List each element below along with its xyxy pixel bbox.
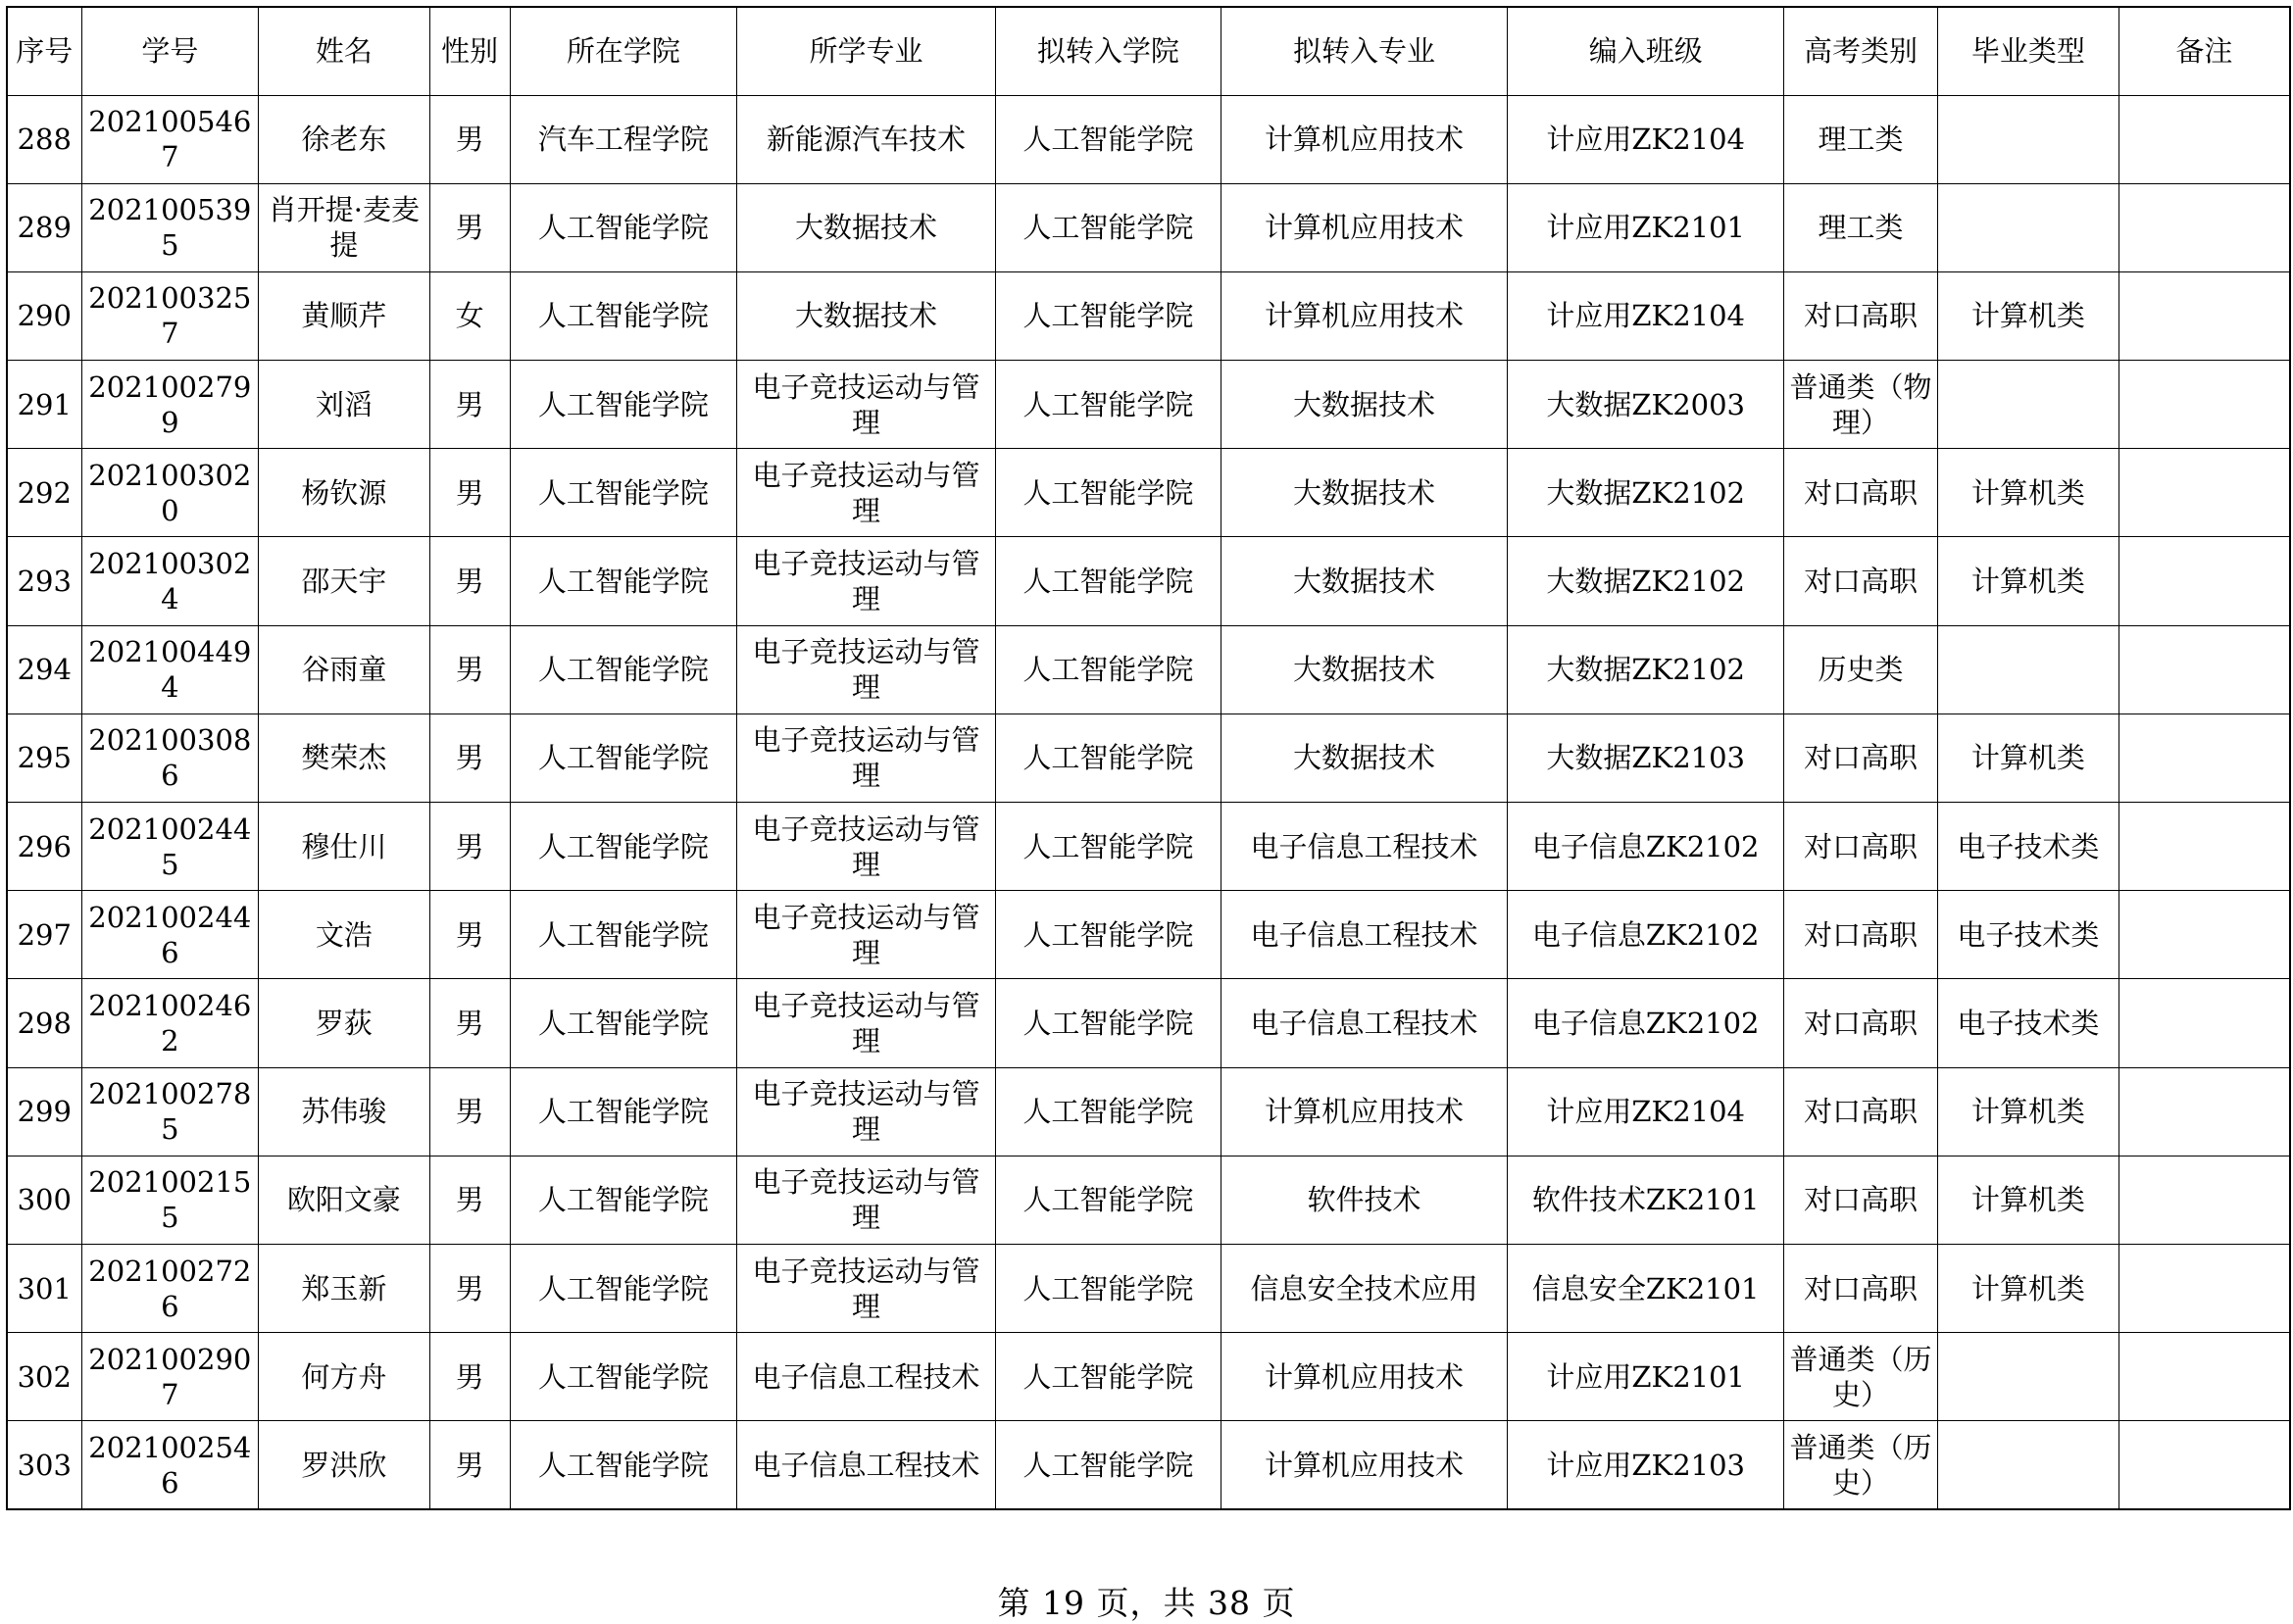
header-col-target-college: 拟转入学院	[996, 7, 1221, 95]
cell-col-graduation-type: 计算机类	[1937, 1156, 2119, 1244]
cell-col-student-id: 2021003257	[81, 271, 259, 360]
cell-col-current-college: 人工智能学院	[510, 1244, 736, 1332]
cell-col-target-major: 大数据技术	[1221, 625, 1507, 714]
cell-col-graduation-type: 计算机类	[1937, 449, 2119, 537]
table-row	[7, 625, 2290, 714]
header-col-gender: 性别	[429, 7, 510, 95]
cell-col-current-college: 人工智能学院	[510, 183, 736, 271]
cell-col-gender: 男	[429, 714, 510, 802]
cell-col-current-major: 电子竞技运动与管理	[736, 1156, 995, 1244]
cell-col-gender: 男	[429, 1333, 510, 1421]
table-row	[7, 1156, 2290, 1244]
cell-col-name: 郑玉新	[259, 1244, 430, 1332]
cell-col-target-major: 大数据技术	[1221, 449, 1507, 537]
cell-col-target-college: 人工智能学院	[996, 1333, 1221, 1421]
cell-col-gender: 男	[429, 449, 510, 537]
cell-col-target-major: 大数据技术	[1221, 361, 1507, 449]
cell-col-student-id: 2021002726	[81, 1244, 259, 1332]
cell-col-graduation-type: 计算机类	[1937, 1067, 2119, 1156]
cell-col-name: 欧阳文豪	[259, 1156, 430, 1244]
header-col-class: 编入班级	[1508, 7, 1784, 95]
cell-col-gender: 男	[429, 95, 510, 183]
cell-col-target-college: 人工智能学院	[996, 714, 1221, 802]
cell-col-remarks	[2119, 1067, 2290, 1156]
cell-col-target-major: 大数据技术	[1221, 714, 1507, 802]
cell-col-remarks	[2119, 979, 2290, 1067]
cell-col-remarks	[2119, 1156, 2290, 1244]
cell-col-index: 292	[7, 449, 81, 537]
cell-col-target-college: 人工智能学院	[996, 803, 1221, 891]
header-col-graduation-type: 毕业类型	[1937, 7, 2119, 95]
cell-col-remarks	[2119, 891, 2290, 979]
header-col-student-id: 学号	[81, 7, 259, 95]
cell-col-target-college: 人工智能学院	[996, 95, 1221, 183]
cell-col-student-id: 2021002462	[81, 979, 259, 1067]
table-row	[7, 1333, 2290, 1421]
table-row	[7, 714, 2290, 802]
transfer-roster-table	[6, 6, 2291, 1510]
cell-col-current-major: 电子竞技运动与管理	[736, 714, 995, 802]
cell-col-gender: 男	[429, 1067, 510, 1156]
cell-col-class: 电子信息ZK2102	[1508, 803, 1784, 891]
cell-col-target-major: 电子信息工程技术	[1221, 803, 1507, 891]
table-row	[7, 1421, 2290, 1509]
cell-col-name: 杨钦源	[259, 449, 430, 537]
cell-col-graduation-type: 计算机类	[1937, 714, 2119, 802]
cell-col-exam-category: 对口高职	[1784, 979, 1938, 1067]
table-row	[7, 1067, 2290, 1156]
cell-col-current-major: 电子竞技运动与管理	[736, 625, 995, 714]
cell-col-gender: 男	[429, 183, 510, 271]
header-col-name: 姓名	[259, 7, 430, 95]
cell-col-current-college: 人工智能学院	[510, 1421, 736, 1509]
cell-col-class: 大数据ZK2102	[1508, 625, 1784, 714]
table-row	[7, 449, 2290, 537]
cell-col-index: 301	[7, 1244, 81, 1332]
cell-col-name: 罗洪欣	[259, 1421, 430, 1509]
cell-col-exam-category: 理工类	[1784, 95, 1938, 183]
cell-col-current-college: 人工智能学院	[510, 625, 736, 714]
cell-col-target-college: 人工智能学院	[996, 537, 1221, 625]
cell-col-exam-category: 对口高职	[1784, 1156, 1938, 1244]
cell-col-name: 何方舟	[259, 1333, 430, 1421]
cell-col-name: 黄顺芹	[259, 271, 430, 360]
cell-col-class: 信息安全ZK2101	[1508, 1244, 1784, 1332]
cell-col-index: 295	[7, 714, 81, 802]
cell-col-target-major: 计算机应用技术	[1221, 1333, 1507, 1421]
cell-col-current-major: 电子信息工程技术	[736, 1333, 995, 1421]
cell-col-remarks	[2119, 1333, 2290, 1421]
cell-col-student-id: 2021002785	[81, 1067, 259, 1156]
page-number-footer: 第 19 页，共 38 页	[997, 1584, 1296, 1622]
cell-col-student-id: 2021003086	[81, 714, 259, 802]
cell-col-graduation-type	[1937, 1421, 2119, 1509]
cell-col-current-college: 人工智能学院	[510, 1333, 736, 1421]
cell-col-student-id: 2021004494	[81, 625, 259, 714]
cell-col-current-college: 人工智能学院	[510, 361, 736, 449]
cell-col-graduation-type: 电子技术类	[1937, 891, 2119, 979]
cell-col-index: 289	[7, 183, 81, 271]
cell-col-exam-category: 对口高职	[1784, 803, 1938, 891]
cell-col-class: 电子信息ZK2102	[1508, 891, 1784, 979]
cell-col-graduation-type: 计算机类	[1937, 271, 2119, 360]
cell-col-graduation-type	[1937, 1333, 2119, 1421]
cell-col-remarks	[2119, 803, 2290, 891]
cell-col-current-major: 电子信息工程技术	[736, 1421, 995, 1509]
cell-col-gender: 男	[429, 891, 510, 979]
cell-col-target-college: 人工智能学院	[996, 891, 1221, 979]
cell-col-student-id: 2021002546	[81, 1421, 259, 1509]
cell-col-remarks	[2119, 449, 2290, 537]
table-row	[7, 1244, 2290, 1332]
cell-col-target-college: 人工智能学院	[996, 1156, 1221, 1244]
cell-col-exam-category: 对口高职	[1784, 537, 1938, 625]
cell-col-exam-category: 普通类（历史）	[1784, 1333, 1938, 1421]
cell-col-target-major: 软件技术	[1221, 1156, 1507, 1244]
cell-col-name: 肖开提·麦麦提	[259, 183, 430, 271]
cell-col-current-college: 汽车工程学院	[510, 95, 736, 183]
cell-col-index: 291	[7, 361, 81, 449]
table-header	[7, 7, 2290, 95]
cell-col-target-college: 人工智能学院	[996, 1067, 1221, 1156]
cell-col-current-major: 电子竞技运动与管理	[736, 361, 995, 449]
cell-col-name: 谷雨童	[259, 625, 430, 714]
cell-col-exam-category: 对口高职	[1784, 891, 1938, 979]
cell-col-class: 计应用ZK2104	[1508, 271, 1784, 360]
cell-col-index: 296	[7, 803, 81, 891]
cell-col-graduation-type	[1937, 95, 2119, 183]
cell-col-class: 大数据ZK2102	[1508, 449, 1784, 537]
cell-col-name: 罗荻	[259, 979, 430, 1067]
cell-col-current-college: 人工智能学院	[510, 891, 736, 979]
table-row	[7, 271, 2290, 360]
cell-col-current-major: 新能源汽车技术	[736, 95, 995, 183]
cell-col-target-major: 电子信息工程技术	[1221, 979, 1507, 1067]
cell-col-target-major: 计算机应用技术	[1221, 1067, 1507, 1156]
cell-col-student-id: 2021005467	[81, 95, 259, 183]
cell-col-class: 计应用ZK2101	[1508, 1333, 1784, 1421]
cell-col-index: 298	[7, 979, 81, 1067]
cell-col-exam-category: 对口高职	[1784, 449, 1938, 537]
cell-col-graduation-type	[1937, 625, 2119, 714]
cell-col-current-college: 人工智能学院	[510, 1156, 736, 1244]
cell-col-graduation-type: 电子技术类	[1937, 803, 2119, 891]
cell-col-gender: 男	[429, 1244, 510, 1332]
cell-col-gender: 男	[429, 1421, 510, 1509]
cell-col-class: 大数据ZK2102	[1508, 537, 1784, 625]
header-col-remarks: 备注	[2119, 7, 2290, 95]
cell-col-remarks	[2119, 95, 2290, 183]
cell-col-target-major: 信息安全技术应用	[1221, 1244, 1507, 1332]
cell-col-target-college: 人工智能学院	[996, 361, 1221, 449]
cell-col-target-college: 人工智能学院	[996, 1421, 1221, 1509]
cell-col-student-id: 2021005395	[81, 183, 259, 271]
cell-col-current-major: 大数据技术	[736, 271, 995, 360]
header-col-exam-category: 高考类别	[1784, 7, 1938, 95]
cell-col-exam-category: 普通类（物理）	[1784, 361, 1938, 449]
cell-col-student-id: 2021002445	[81, 803, 259, 891]
cell-col-gender: 男	[429, 537, 510, 625]
cell-col-index: 290	[7, 271, 81, 360]
cell-col-class: 计应用ZK2101	[1508, 183, 1784, 271]
cell-col-graduation-type	[1937, 183, 2119, 271]
cell-col-index: 294	[7, 625, 81, 714]
table-row	[7, 361, 2290, 449]
table-row	[7, 979, 2290, 1067]
cell-col-exam-category: 普通类（历史）	[1784, 1421, 1938, 1509]
cell-col-target-college: 人工智能学院	[996, 271, 1221, 360]
cell-col-name: 邵天宇	[259, 537, 430, 625]
table-row	[7, 803, 2290, 891]
cell-col-exam-category: 对口高职	[1784, 271, 1938, 360]
table-row	[7, 891, 2290, 979]
cell-col-current-major: 电子竞技运动与管理	[736, 979, 995, 1067]
cell-col-target-college: 人工智能学院	[996, 979, 1221, 1067]
cell-col-current-major: 电子竞技运动与管理	[736, 803, 995, 891]
cell-col-name: 文浩	[259, 891, 430, 979]
cell-col-index: 299	[7, 1067, 81, 1156]
cell-col-target-college: 人工智能学院	[996, 1244, 1221, 1332]
cell-col-index: 303	[7, 1421, 81, 1509]
table-row	[7, 537, 2290, 625]
cell-col-remarks	[2119, 625, 2290, 714]
cell-col-current-college: 人工智能学院	[510, 803, 736, 891]
cell-col-target-college: 人工智能学院	[996, 449, 1221, 537]
header-row	[7, 7, 2290, 95]
cell-col-current-college: 人工智能学院	[510, 714, 736, 802]
cell-col-graduation-type: 计算机类	[1937, 537, 2119, 625]
cell-col-index: 293	[7, 537, 81, 625]
cell-col-target-major: 电子信息工程技术	[1221, 891, 1507, 979]
cell-col-gender: 男	[429, 979, 510, 1067]
cell-col-current-major: 电子竞技运动与管理	[736, 537, 995, 625]
cell-col-student-id: 2021002446	[81, 891, 259, 979]
cell-col-class: 计应用ZK2104	[1508, 1067, 1784, 1156]
cell-col-remarks	[2119, 183, 2290, 271]
cell-col-gender: 男	[429, 361, 510, 449]
cell-col-exam-category: 理工类	[1784, 183, 1938, 271]
cell-col-remarks	[2119, 1244, 2290, 1332]
cell-col-student-id: 2021003020	[81, 449, 259, 537]
cell-col-class: 大数据ZK2003	[1508, 361, 1784, 449]
header-col-current-college: 所在学院	[510, 7, 736, 95]
cell-col-graduation-type: 电子技术类	[1937, 979, 2119, 1067]
header-col-index: 序号	[7, 7, 81, 95]
cell-col-student-id: 2021003024	[81, 537, 259, 625]
cell-col-remarks	[2119, 537, 2290, 625]
cell-col-index: 302	[7, 1333, 81, 1421]
cell-col-exam-category: 对口高职	[1784, 714, 1938, 802]
cell-col-gender: 男	[429, 803, 510, 891]
cell-col-gender: 男	[429, 1156, 510, 1244]
cell-col-current-college: 人工智能学院	[510, 271, 736, 360]
cell-col-remarks	[2119, 1421, 2290, 1509]
cell-col-class: 软件技术ZK2101	[1508, 1156, 1784, 1244]
cell-col-current-college: 人工智能学院	[510, 979, 736, 1067]
cell-col-graduation-type	[1937, 361, 2119, 449]
cell-col-class: 电子信息ZK2102	[1508, 979, 1784, 1067]
table-row	[7, 183, 2290, 271]
cell-col-student-id: 2021002907	[81, 1333, 259, 1421]
cell-col-class: 大数据ZK2103	[1508, 714, 1784, 802]
cell-col-name: 徐老东	[259, 95, 430, 183]
cell-col-exam-category: 历史类	[1784, 625, 1938, 714]
cell-col-current-major: 电子竞技运动与管理	[736, 891, 995, 979]
cell-col-name: 刘滔	[259, 361, 430, 449]
table-body	[7, 95, 2290, 1509]
cell-col-class: 计应用ZK2104	[1508, 95, 1784, 183]
cell-col-current-college: 人工智能学院	[510, 449, 736, 537]
cell-col-student-id: 2021002799	[81, 361, 259, 449]
cell-col-target-college: 人工智能学院	[996, 625, 1221, 714]
cell-col-target-major: 计算机应用技术	[1221, 95, 1507, 183]
cell-col-remarks	[2119, 714, 2290, 802]
cell-col-target-major: 大数据技术	[1221, 537, 1507, 625]
cell-col-target-major: 计算机应用技术	[1221, 1421, 1507, 1509]
cell-col-current-major: 电子竞技运动与管理	[736, 1067, 995, 1156]
cell-col-name: 樊荣杰	[259, 714, 430, 802]
cell-col-remarks	[2119, 271, 2290, 360]
cell-col-name: 苏伟骏	[259, 1067, 430, 1156]
cell-col-student-id: 2021002155	[81, 1156, 259, 1244]
cell-col-index: 288	[7, 95, 81, 183]
table-row	[7, 95, 2290, 183]
cell-col-gender: 男	[429, 625, 510, 714]
cell-col-target-college: 人工智能学院	[996, 183, 1221, 271]
cell-col-remarks	[2119, 361, 2290, 449]
cell-col-current-major: 大数据技术	[736, 183, 995, 271]
cell-col-current-college: 人工智能学院	[510, 1067, 736, 1156]
header-col-target-major: 拟转入专业	[1221, 7, 1507, 95]
cell-col-exam-category: 对口高职	[1784, 1067, 1938, 1156]
cell-col-index: 297	[7, 891, 81, 979]
cell-col-name: 穆仕川	[259, 803, 430, 891]
cell-col-target-major: 计算机应用技术	[1221, 183, 1507, 271]
cell-col-index: 300	[7, 1156, 81, 1244]
header-col-current-major: 所学专业	[736, 7, 995, 95]
cell-col-target-major: 计算机应用技术	[1221, 271, 1507, 360]
cell-col-exam-category: 对口高职	[1784, 1244, 1938, 1332]
cell-col-gender: 女	[429, 271, 510, 360]
cell-col-current-college: 人工智能学院	[510, 537, 736, 625]
cell-col-class: 计应用ZK2103	[1508, 1421, 1784, 1509]
cell-col-current-major: 电子竞技运动与管理	[736, 449, 995, 537]
cell-col-graduation-type: 计算机类	[1937, 1244, 2119, 1332]
cell-col-current-major: 电子竞技运动与管理	[736, 1244, 995, 1332]
